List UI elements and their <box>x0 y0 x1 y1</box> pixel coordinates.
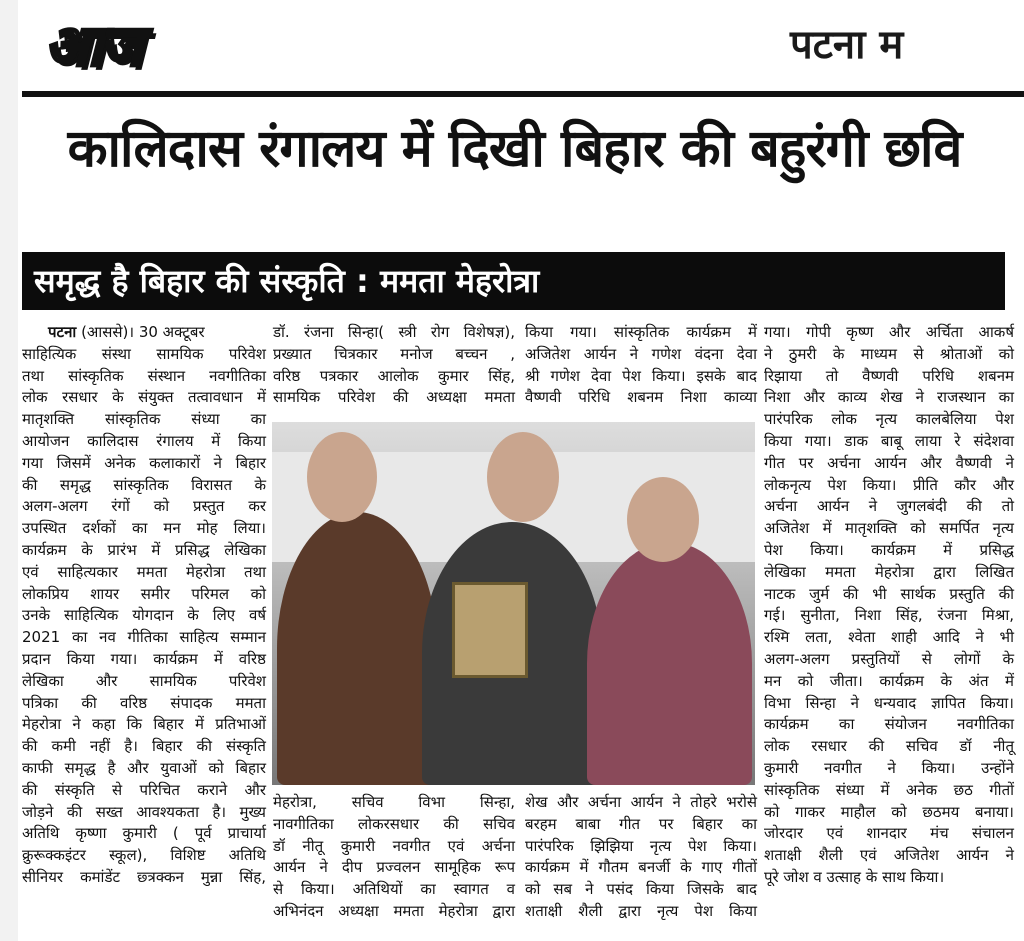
masthead-rule <box>22 91 1024 97</box>
article-line: गीत पर अर्चना आर्यन और वैष्णवी ने <box>764 453 1014 472</box>
article-line: तथा सांस्कृतिक संस्थान नवगीतिका <box>22 366 266 385</box>
article-line: वैष्णवी परिधि शबनम निशा काव्या <box>525 388 757 407</box>
article-text: (आससे)। 30 अक्टूबर <box>76 323 205 341</box>
article-line: प्रदान किया गया। कार्यक्रम में वरिष्ठ <box>22 649 266 668</box>
article-line: लोकनृत्य पेश किया। प्रीति कौर और <box>764 475 1014 494</box>
article-line: प्रख्यात चित्रकार मनोज बच्चन , <box>273 344 515 363</box>
article-line: गया जिसमें अनेक कलाकारों ने बिहार <box>22 453 266 472</box>
article-line: श्री गणेश देवा पेश किया। इसके बाद <box>525 366 757 385</box>
article-line: जोड़ने की सख्त आवश्यकता है। मुख्य <box>22 802 266 821</box>
article-line: किया गया। सांस्कृतिक कार्यक्रम में <box>525 323 757 341</box>
article-line: को गाकर माहौल को छठमय बनाया। <box>764 802 1014 821</box>
article-column-4 <box>764 322 1014 889</box>
article-line: बरहम बाबा गीत पर बिहार का <box>525 814 757 833</box>
article-line: की कमी नहीं है। बिहार की संस्कृति <box>22 737 266 756</box>
article-line: नावगीतिका लोकरसधार की सचिव <box>273 814 515 833</box>
article-line: 2021 का नव गीतिका साहित्य सम्मान <box>22 628 266 647</box>
newspaper-logo: आज <box>45 14 140 79</box>
article-line: किया गया। डाक बाबू लाया रे संदेशवा <box>764 431 1014 450</box>
article-line: से किया। अतिथियों का स्वागत व <box>273 880 515 899</box>
article-line: ने ठुमरी के माध्यम से श्रोताओं को <box>764 344 1014 363</box>
article-line: काफी समृद्ध है और युवाओं को बिहार <box>22 758 266 777</box>
article-line: की समृद्ध सांस्कृतिक विरासत के <box>22 475 266 494</box>
article-line: उपस्थित दर्शकों का मन मोह लिया। <box>22 519 266 538</box>
article-line: जोरदार एवं शानदार मंच संचालन <box>764 824 1014 843</box>
article-line: लेखिका और सामयिक परिवेश <box>22 671 266 690</box>
article-line: अलग-अलग प्रस्तुतियों से लोगों के <box>764 649 1014 668</box>
dateline: पटना <box>48 323 77 341</box>
article-line: वरिष्ठ पत्रकार आलोक कुमार सिंह, <box>273 366 515 385</box>
article-line: अतिथि कृष्णा कुमारी ( पूर्व प्राचार्या <box>22 824 266 843</box>
person-center-head <box>487 432 559 522</box>
person-right <box>587 542 752 785</box>
scan-edge <box>0 0 18 941</box>
headline: कालिदास रंगालय में दिखी बिहार की बहुरंगी छवि <box>67 119 962 179</box>
article-line: सीनियर कमांडेंट छ्त्रक्कन मुन्ना सिंह, <box>22 867 266 886</box>
article-line: शेख और अर्चना आर्यन ने तोहरे भरोसे <box>525 793 757 811</box>
article-line: विभा सिन्हा ने धन्यवाद ज्ञापित किया। <box>764 693 1014 712</box>
person-left <box>277 512 437 785</box>
article-line: कार्यक्रम के प्रारंभ में प्रसिद्ध लेखिका <box>22 540 266 559</box>
article-line: लेखिका ममता मेहरोत्रा द्वारा लिखित <box>764 562 1014 581</box>
article-line: को सब ने पसंद किया जिसके बाद <box>525 880 757 899</box>
article-line: लोकप्रिय शायर समीर परिमल को <box>22 584 266 603</box>
article-line: पारंपरिक झिझिया नृत्य पेश किया। <box>525 836 757 855</box>
article-line: पूरे जोश व उत्साह के साथ किया। <box>764 867 945 886</box>
article-line: अभिनंदन अध्यक्षा ममता मेहरोत्रा द्वारा <box>273 901 515 920</box>
article-line: डॉ. रंजना सिन्हा( स्त्री रोग विशेषज्ञ), <box>273 323 515 341</box>
edition-name: पटना म <box>790 22 904 68</box>
article-line: उनके साहित्यिक योगदान के लिए वर्ष <box>22 606 266 625</box>
article-line: सामयिक परिवेश की अध्यक्षा ममता <box>273 388 515 407</box>
article-line: क्रुरूक्कइंटर स्कूल), विशिष्ट अतिथि <box>22 846 266 865</box>
article-line: लोक रसधार के संयुक्त तत्वावधान में <box>22 388 266 407</box>
article-line: गया। गोपी कृष्ण और अर्चिता आकर्ष <box>764 323 1014 341</box>
person-right-head <box>627 477 699 562</box>
article-line: शताक्षी शैली एवं अजितेश आर्यन ने <box>764 846 1014 865</box>
article-line: साहित्यिक संस्था सामयिक परिवेश <box>22 344 266 363</box>
article-column-2-bottom <box>273 792 515 923</box>
article-line: पारंपरिक लोक नृत्य कालबेलिया पेश <box>764 410 1014 429</box>
article-line: अजितेश में मातृशक्ति को समर्पित नृत्य <box>764 519 1014 538</box>
article-line: कार्यक्रम में गौतम बनर्जी के गाए गीतों <box>525 858 757 877</box>
article-column-3-bottom <box>525 792 757 923</box>
article-line: लोक रसधार की सचिव डॉ नीतू <box>764 737 1014 756</box>
article-column-3-top <box>525 322 757 409</box>
article-column-2-top <box>273 322 515 409</box>
article-line: रश्मि लता, श्वेता शाही आदि ने भी <box>764 628 1014 647</box>
article-line: एवं साहित्यकार ममता मेहरोत्रा तथा <box>22 562 266 581</box>
article-line: आयोजन कालिदास रंगालय में किया <box>22 431 266 450</box>
article-line: मेहरोत्रा, सचिव विभा सिन्हा, <box>273 793 515 811</box>
article-line: पेश किया। कार्यक्रम में प्रसिद्ध <box>764 540 1014 559</box>
article-line <box>22 322 266 344</box>
article-line: नाटक जुर्म की भी सार्थक प्रस्तुति की <box>764 584 1014 603</box>
award-plaque <box>452 582 528 678</box>
subheadline: समृद्ध है बिहार की संस्कृति : ममता मेहरोत्रा <box>34 262 540 300</box>
article-line: गई। सुनीता, निशा सिंह, रंजना मिश्रा, <box>764 606 1014 625</box>
event-photo <box>272 422 755 785</box>
article-line: मेहरोत्रा ने कहा कि बिहार में प्रतिभाओं <box>22 715 266 734</box>
article-line: अर्चना आर्यन ने जुगलबंदी की तो <box>764 497 1014 516</box>
article-line: अजितेश आर्यन ने गणेश वंदना देवा <box>525 344 757 363</box>
article-line: पत्रिका की वरिष्ठ संपादक ममता <box>22 693 266 712</box>
article-column-1 <box>22 322 266 889</box>
person-left-head <box>307 432 377 522</box>
article-line: सांस्कृतिक संध्या में अनेक छठ गीतों <box>764 780 1014 799</box>
article-line: आर्यन ने दीप प्रज्वलन सामूहिक रूप <box>273 858 515 877</box>
article-line: निशा और काव्य शेख ने राजस्थान का <box>764 388 1014 407</box>
subheadline-bar <box>22 252 1005 310</box>
article-line: अलग-अलग रंगों को प्रस्तुत कर <box>22 497 266 516</box>
article-line: डॉ नीतू कुमारी नवगीत एवं अर्चना <box>273 836 515 855</box>
article-line: शताक्षी शैली द्वारा नृत्य पेश किया <box>525 901 757 920</box>
article-line: कार्यक्रम का संयोजन नवगीतिका <box>764 715 1014 734</box>
article-line: कुमारी नवगीत ने किया। उन्होंने <box>764 758 1014 777</box>
article-line: रिझाया तो वैष्णवी परिधि शबनम <box>764 366 1014 385</box>
article-line: मन को जीता। कार्यक्रम के अंत में <box>764 671 1014 690</box>
article-line: की संस्कृति से परिचित कराने और <box>22 780 266 799</box>
article-line: मातृशक्ति सांस्कृतिक संध्या का <box>22 410 266 429</box>
